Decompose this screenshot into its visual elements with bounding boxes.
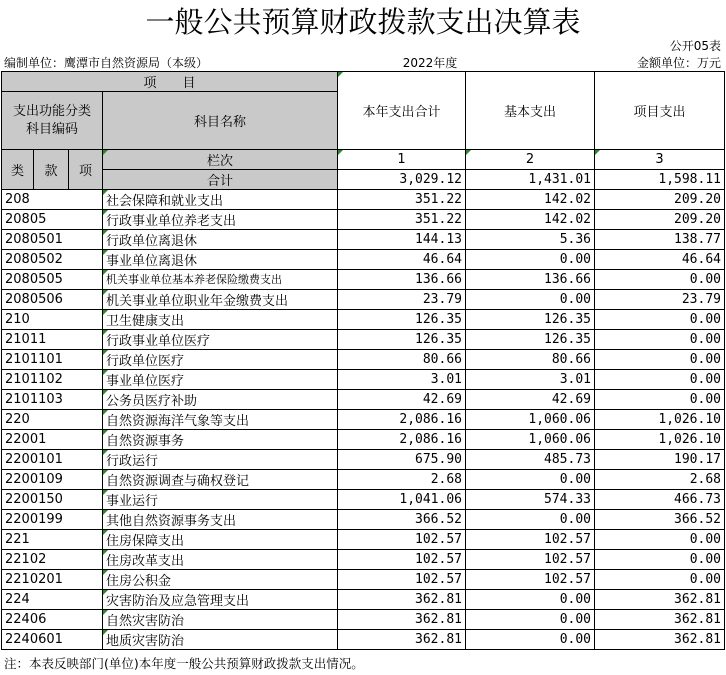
row-basic: 574.33 xyxy=(466,489,595,509)
row-project: 190.17 xyxy=(595,449,725,469)
row-name: 住房保障支出 xyxy=(103,529,338,549)
table-row xyxy=(2,409,725,429)
row-project: 366.52 xyxy=(595,509,725,529)
row-name: 灾害防治及应急管理支出 xyxy=(103,589,338,609)
row-total: 3.01 xyxy=(338,369,466,389)
row-basic: 102.57 xyxy=(466,569,595,589)
footnote: 注：本表反映部门(单位)本年度一般公共预算财政拨款支出情况。 xyxy=(4,656,364,671)
row-total: 2,086.16 xyxy=(338,429,466,449)
row-basic: 0.00 xyxy=(466,509,595,529)
table-row xyxy=(2,329,725,349)
row-basic: 102.57 xyxy=(466,529,595,549)
row-total: 2.68 xyxy=(338,469,466,489)
row-basic: 0.00 xyxy=(466,289,595,309)
row-name: 住房改革支出 xyxy=(103,549,338,569)
row-project: 0.00 xyxy=(595,389,725,409)
table-row xyxy=(2,469,725,489)
row-basic: 142.02 xyxy=(466,190,595,210)
row-total: 136.66 xyxy=(338,270,466,290)
row-project: 1,026.10 xyxy=(595,409,725,429)
row-name: 住房公积金 xyxy=(103,569,338,589)
total-value-2: 1,431.01 xyxy=(466,170,595,190)
row-project: 0.00 xyxy=(595,309,725,329)
row-name: 社会保障和就业支出 xyxy=(103,190,338,210)
header-function-code: 支出功能分类 科目编码 xyxy=(2,92,103,150)
table-row xyxy=(2,449,725,469)
row-basic: 142.02 xyxy=(466,210,595,230)
row-project: 0.00 xyxy=(595,549,725,569)
row-project: 0.00 xyxy=(595,329,725,349)
row-total: 126.35 xyxy=(338,329,466,349)
row-total: 362.81 xyxy=(338,609,466,629)
row-name: 机关事业单位职业年金缴费支出 xyxy=(103,289,338,309)
row-project: 1,026.10 xyxy=(595,429,725,449)
row-code: 224 xyxy=(2,589,103,609)
row-total: 144.13 xyxy=(338,230,466,250)
row-name: 自然资源事务 xyxy=(103,429,338,449)
table-row xyxy=(2,509,725,529)
row-code: 210 xyxy=(2,309,103,329)
row-total: 102.57 xyxy=(338,569,466,589)
row-total: 1,041.06 xyxy=(338,489,466,509)
row-basic: 126.35 xyxy=(466,329,595,349)
row-name: 机关事业单位基本养老保险缴费支出 xyxy=(103,270,338,290)
table-row xyxy=(2,230,725,250)
row-project: 2.68 xyxy=(595,469,725,489)
row-project: 46.64 xyxy=(595,250,725,270)
row-total: 126.35 xyxy=(338,309,466,329)
row-name: 自然资源海洋气象等支出 xyxy=(103,409,338,429)
header-project-expenditure: 项目支出 xyxy=(595,72,725,150)
row-code: 2080502 xyxy=(2,250,103,270)
header-kuan: 款 xyxy=(34,150,69,190)
row-code: 2240601 xyxy=(2,629,103,649)
row-name: 卫生健康支出 xyxy=(103,309,338,329)
table-row xyxy=(2,489,725,509)
row-total: 42.69 xyxy=(338,389,466,409)
row-total: 362.81 xyxy=(338,589,466,609)
row-total: 46.64 xyxy=(338,250,466,270)
row-name: 行政单位医疗 xyxy=(103,349,338,369)
row-name: 事业单位医疗 xyxy=(103,369,338,389)
row-total: 675.90 xyxy=(338,449,466,469)
fiscal-year: 2022年度 xyxy=(402,56,458,70)
row-code: 2101103 xyxy=(2,389,103,409)
row-name: 自然灾害防治 xyxy=(103,609,338,629)
total-value-1: 3,029.12 xyxy=(338,170,466,190)
row-project: 0.00 xyxy=(595,569,725,589)
row-name: 事业单位离退休 xyxy=(103,250,338,270)
row-basic: 3.01 xyxy=(466,369,595,389)
header-col-number-1: 1 xyxy=(338,150,466,170)
row-basic: 0.00 xyxy=(466,250,595,270)
total-label: 合计 xyxy=(103,170,338,190)
row-total: 351.22 xyxy=(338,210,466,230)
table-row xyxy=(2,210,725,230)
table-row xyxy=(2,569,725,589)
header-lei: 类 xyxy=(2,150,34,190)
compiling-unit: 编制单位：鹰潭市自然资源局（本级） xyxy=(4,56,209,70)
table-row xyxy=(2,589,725,609)
row-total: 80.66 xyxy=(338,349,466,369)
row-code: 2080501 xyxy=(2,230,103,250)
report-title: 一般公共预算财政拨款支出决算表 xyxy=(145,5,581,39)
row-code: 2101101 xyxy=(2,349,103,369)
row-name: 公务员医疗补助 xyxy=(103,389,338,409)
row-code: 2080506 xyxy=(2,289,103,309)
row-total: 2,086.16 xyxy=(338,409,466,429)
expenditure-table xyxy=(1,71,725,650)
row-total: 351.22 xyxy=(338,190,466,210)
table-row xyxy=(2,190,725,210)
row-name: 行政事业单位养老支出 xyxy=(103,210,338,230)
row-total: 366.52 xyxy=(338,509,466,529)
row-basic: 485.73 xyxy=(466,449,595,469)
row-code: 208 xyxy=(2,190,103,210)
header-basic-expenditure: 基本支出 xyxy=(466,72,595,150)
table-row xyxy=(2,609,725,629)
row-name: 行政单位离退休 xyxy=(103,230,338,250)
row-code: 221 xyxy=(2,529,103,549)
row-basic: 126.35 xyxy=(466,309,595,329)
row-project: 0.00 xyxy=(595,270,725,290)
row-basic: 5.36 xyxy=(466,230,595,250)
row-basic: 0.00 xyxy=(466,469,595,489)
table-row xyxy=(2,309,725,329)
row-project: 138.77 xyxy=(595,230,725,250)
row-code: 20805 xyxy=(2,210,103,230)
row-project: 362.81 xyxy=(595,609,725,629)
header-col-number-3: 3 xyxy=(595,150,725,170)
row-basic: 0.00 xyxy=(466,609,595,629)
row-code: 2200109 xyxy=(2,469,103,489)
row-basic: 1,060.06 xyxy=(466,429,595,449)
row-code: 21011 xyxy=(2,329,103,349)
row-name: 事业运行 xyxy=(103,489,338,509)
row-code: 2210201 xyxy=(2,569,103,589)
header-total-expenditure: 本年支出合计 xyxy=(338,72,466,150)
row-project: 23.79 xyxy=(595,289,725,309)
total-value-3: 1,598.11 xyxy=(595,170,725,190)
row-project: 362.81 xyxy=(595,629,725,649)
row-code: 2200199 xyxy=(2,509,103,529)
row-code: 22102 xyxy=(2,549,103,569)
row-basic: 136.66 xyxy=(466,270,595,290)
row-project: 0.00 xyxy=(595,529,725,549)
row-name: 其他自然资源事务支出 xyxy=(103,509,338,529)
table-row xyxy=(2,289,725,309)
table-row xyxy=(2,529,725,549)
table-row xyxy=(2,369,725,389)
table-row xyxy=(2,270,725,290)
row-code: 2200101 xyxy=(2,449,103,469)
row-project: 0.00 xyxy=(595,369,725,389)
row-basic: 0.00 xyxy=(466,589,595,609)
row-name: 自然资源调查与确权登记 xyxy=(103,469,338,489)
row-project: 209.20 xyxy=(595,190,725,210)
table-row xyxy=(2,389,725,409)
row-total: 102.57 xyxy=(338,529,466,549)
row-project: 209.20 xyxy=(595,210,725,230)
row-code: 2200150 xyxy=(2,489,103,509)
row-code: 2101102 xyxy=(2,369,103,389)
row-basic: 102.57 xyxy=(466,549,595,569)
form-number: 公开05表 xyxy=(669,39,721,53)
row-total: 102.57 xyxy=(338,549,466,569)
header-xiang: 项 xyxy=(69,150,103,190)
table-row xyxy=(2,629,725,649)
row-basic: 1,060.06 xyxy=(466,409,595,429)
row-project: 0.00 xyxy=(595,349,725,369)
row-code: 22406 xyxy=(2,609,103,629)
row-code: 2080505 xyxy=(2,270,103,290)
money-unit: 金额单位：万元 xyxy=(636,56,721,70)
table-row xyxy=(2,349,725,369)
table-row xyxy=(2,429,725,449)
row-basic: 80.66 xyxy=(466,349,595,369)
table-row xyxy=(2,250,725,270)
row-project: 466.73 xyxy=(595,489,725,509)
header-col-number-2: 2 xyxy=(466,150,595,170)
row-basic: 0.00 xyxy=(466,629,595,649)
row-total: 362.81 xyxy=(338,629,466,649)
header-subject-name: 科目名称 xyxy=(103,92,338,150)
row-code: 22001 xyxy=(2,429,103,449)
row-basic: 42.69 xyxy=(466,389,595,409)
row-name: 行政事业单位医疗 xyxy=(103,329,338,349)
row-code: 220 xyxy=(2,409,103,429)
row-total: 23.79 xyxy=(338,289,466,309)
table-row xyxy=(2,549,725,569)
header-item: 项 目 xyxy=(2,72,338,92)
row-project: 362.81 xyxy=(595,589,725,609)
header-lanci: 栏次 xyxy=(103,150,338,170)
row-name: 地质灾害防治 xyxy=(103,629,338,649)
row-name: 行政运行 xyxy=(103,449,338,469)
